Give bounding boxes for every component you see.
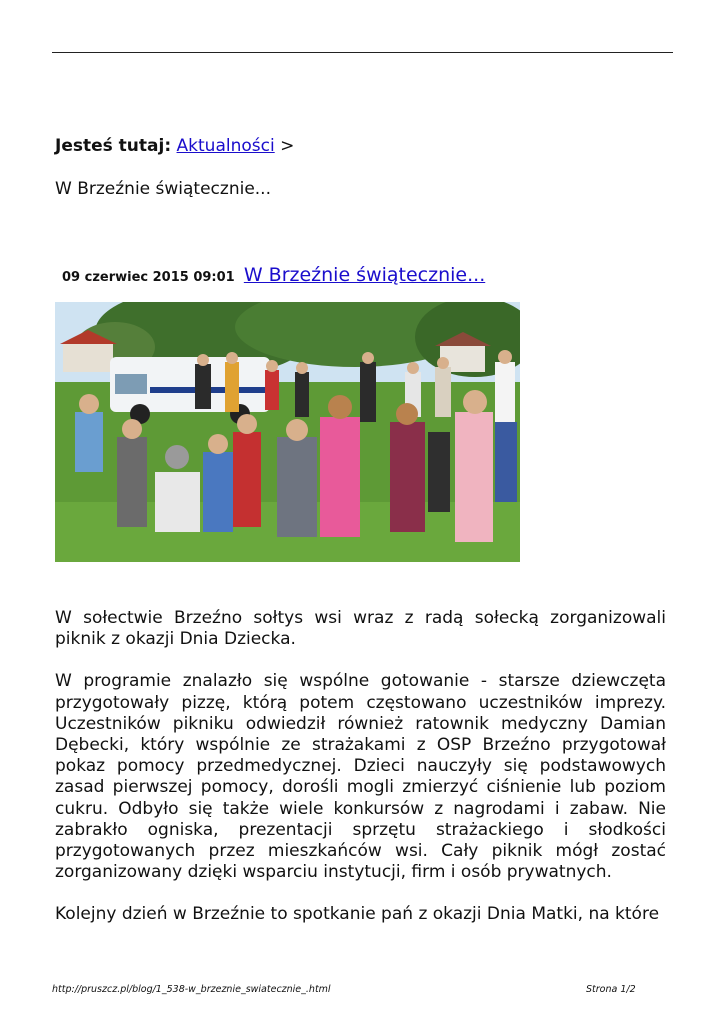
header-rule <box>52 52 673 53</box>
article-paragraph: W sołectwie Brzeźno sołtys wsi wraz z radą sołecką zorganizowali piknik z okazji Dnia Dziecka. <box>55 608 666 650</box>
article-date: 09 czerwiec 2015 09:01 <box>62 270 235 285</box>
article-title-link[interactable]: W Brzeźnie świątecznie... <box>243 264 486 286</box>
footer-url: http://pruszcz.pl/blog/1_538-w_brzeznie_swiatecznie_.html <box>52 984 331 995</box>
article-body <box>55 608 666 947</box>
breadcrumb <box>55 135 294 157</box>
article-header <box>62 262 485 291</box>
breadcrumb-separator: > <box>280 136 295 156</box>
breadcrumb-prefix: Jesteś tutaj: <box>55 136 172 156</box>
breadcrumb-current: W Brzeźnie świątecznie... <box>55 179 271 199</box>
article-photo <box>55 302 520 562</box>
footer-page-number: Strona 1/2 <box>586 984 636 995</box>
breadcrumb-link-aktualnosci[interactable]: Aktualności <box>176 136 275 156</box>
article-paragraph: W programie znalazło się wspólne gotowanie - starsze dziewczęta przygotowały pizzę, którą potem częstowano uczestników imprezy. Uczestników pikniku odwiedził również ratownik medyczny Damian Dębecki, który wspólnie ze strażakami z OSP Brzeźno przygotował pokaz pomocy przedmedycznej. Dzieci nauczyły się podstawowych zasad pierwszej pomocy, dorośli mogli zmierzyć ciśnienie lub poziom cukru. Odbyło się także wiele konkursów z nagrodami i zabaw. Nie zabrakło ogniska, prezentacji sprzętu strażackiego i słodkości przygotowanych przez mieszkańców wsi. Cały piknik mógł zostać zorganizowany dzięki wsparciu instytucji, firm i osób prywatnych. <box>55 671 666 883</box>
article-paragraph: Kolejny dzień w Brzeźnie to spotkanie pań z okazji Dnia Matki, na które <box>55 904 660 925</box>
